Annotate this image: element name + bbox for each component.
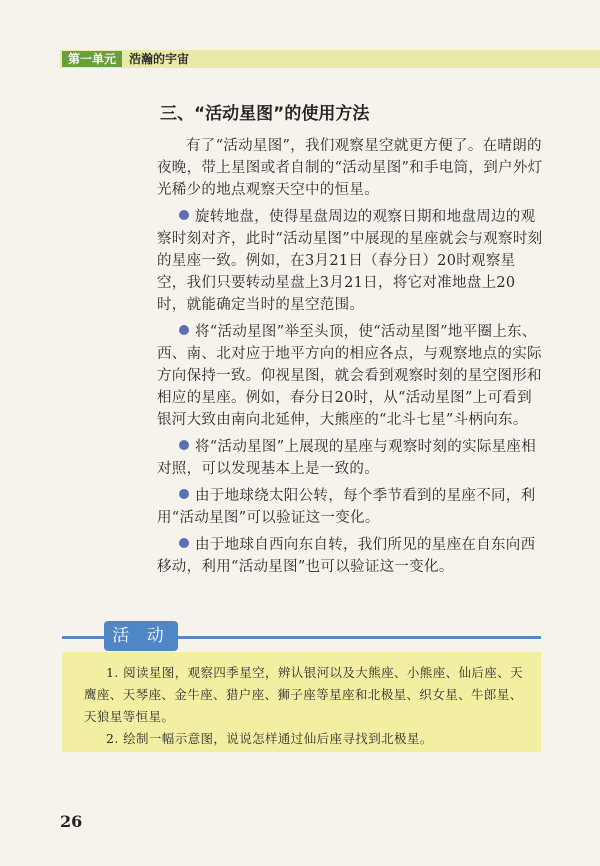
bullet-dot-icon bbox=[179, 325, 189, 335]
bullet-dot-icon bbox=[179, 440, 189, 450]
bullet-dot-icon bbox=[179, 489, 189, 499]
paragraph-bullet bbox=[157, 321, 544, 431]
paragraph-text: 旋转地盘，使得星盘周边的观察日期和地盘周边的观察时刻对齐，此时“活动星图”中展现的星座就会与观察时刻的星座一致。例如，在3月21日（春分日）20时观察星空，我们只要转动星盘上3月21日，将它对准地盘上20时，就能确定当时的星空范围。 bbox=[157, 209, 543, 313]
activity-item: 2. 绘制一幅示意图，说说怎样通过仙后座寻找到北极星。 bbox=[106, 731, 433, 746]
unit-label: 第一单元 bbox=[62, 51, 122, 67]
paragraph-bullet bbox=[157, 534, 544, 578]
paragraph-text: 由于地球自西向东自转，我们所见的星座在自东向西移动，利用“活动星图”也可以验证这一变化。 bbox=[157, 537, 536, 575]
body-text bbox=[157, 135, 544, 578]
paragraph-text: 将“活动星图”上展现的星座与观察时刻的实际星座相对照，可以发现基本上是一致的。 bbox=[157, 439, 537, 477]
activity-text bbox=[84, 662, 530, 750]
paragraph-bullet bbox=[157, 206, 544, 316]
paragraph-text: 由于地球绕太阳公转，每个季节看到的星座不同，利用“活动星图”可以验证这一变化。 bbox=[157, 488, 536, 526]
paragraph-intro: 有了“活动星图”，我们观察星空就更方便了。在晴朗的夜晚，带上星图或者自制的“活动星图”和手电筒，到户外灯光稀少的地点观察天空中的恒星。 bbox=[157, 138, 543, 198]
activity-tab: 活 动 bbox=[104, 621, 178, 651]
page-number: 26 bbox=[60, 812, 83, 831]
unit-title: 浩瀚的宇宙 bbox=[129, 52, 190, 66]
section-title: 三、“活动星图”的使用方法 bbox=[160, 104, 370, 124]
activity-item: 1. 阅读星图，观察四季星空，辨认银河以及大熊座、小熊座、仙后座、天鹰座、天琴座、金牛座、猎户座、狮子座等星座和北极星、织女星、牛郎星、天狼星等恒星。 bbox=[84, 665, 524, 724]
bullet-dot-icon bbox=[179, 210, 189, 220]
paragraph-bullet bbox=[157, 436, 544, 480]
bullet-dot-icon bbox=[179, 538, 189, 548]
paragraph-text: 将“活动星图”举至头顶，使“活动星图”地平圈上东、西、南、北对应于地平方向的相应各点，与观察地点的实际方向保持一致。仰视星图，就会看到观察时刻的星空图形和相应的星座。例如，春分日20时，从“活动星图”上可看到银河大致由南向北延伸，大熊座的“北斗七星”斗柄向东。 bbox=[157, 324, 542, 428]
paragraph-bullet bbox=[157, 485, 544, 529]
